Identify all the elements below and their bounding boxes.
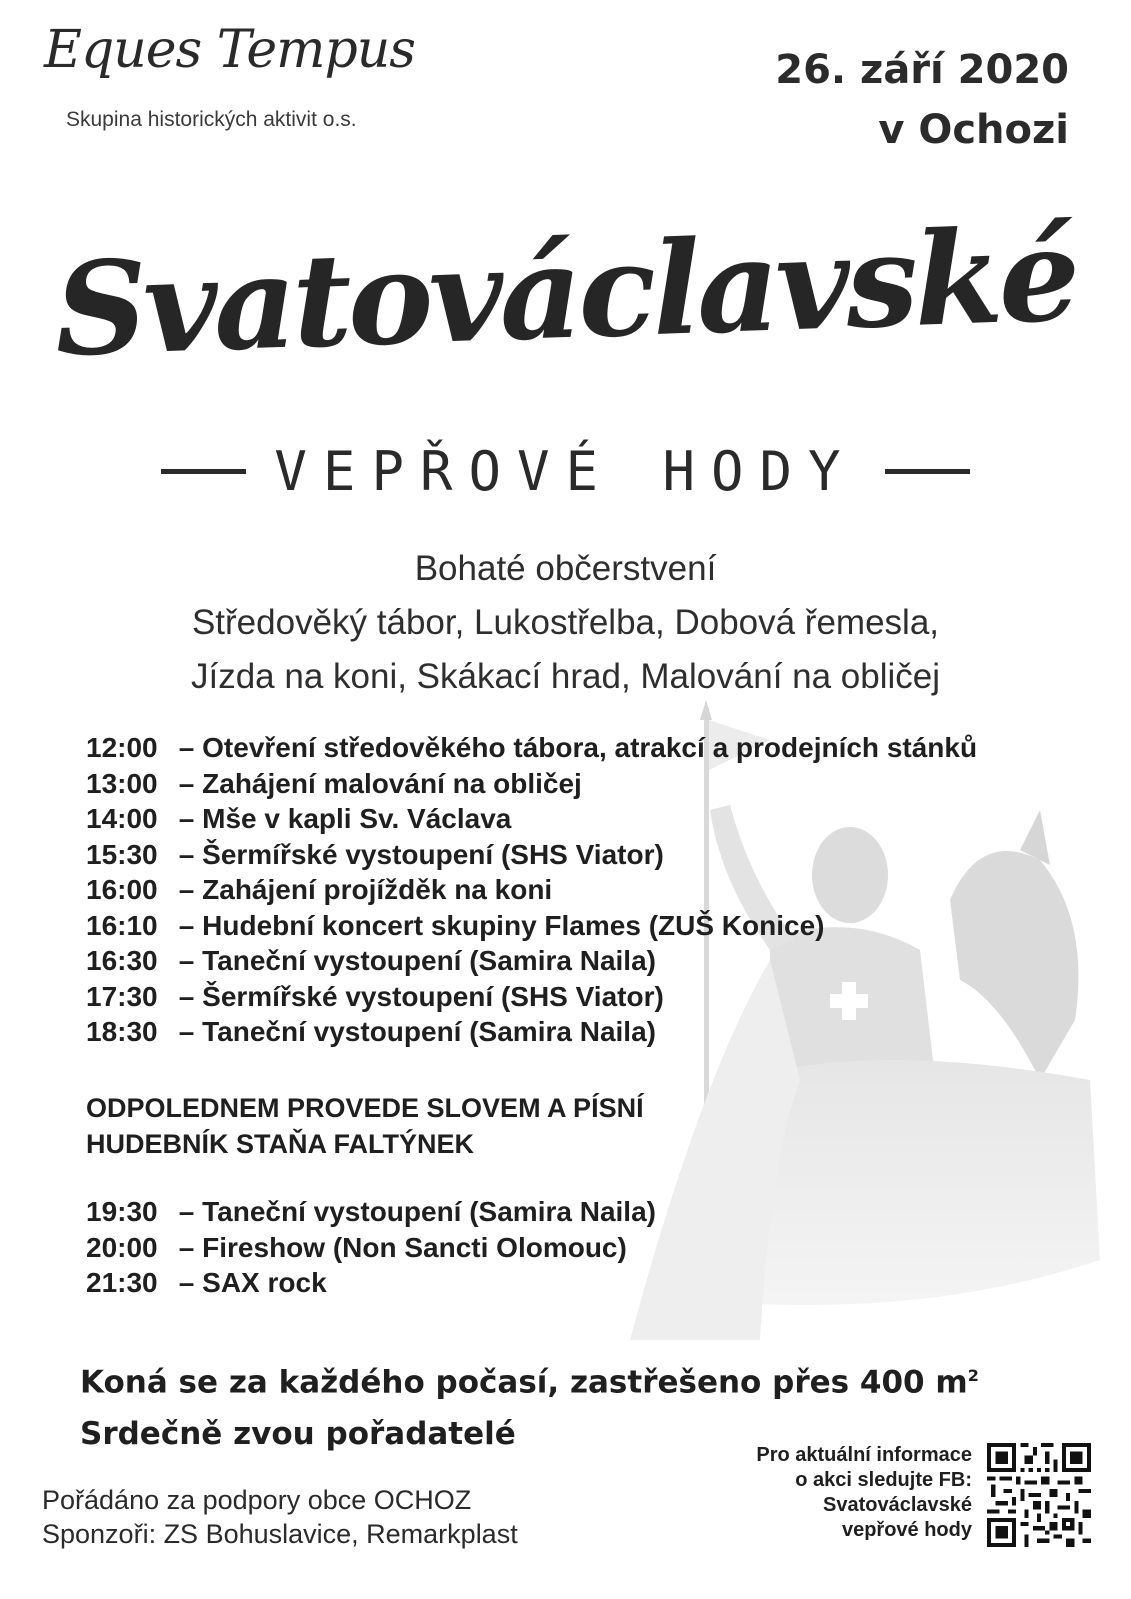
support-line: Pořádáno za podpory obce OCHOZ bbox=[42, 1485, 472, 1515]
fb-line: Svatováclavské bbox=[822, 1494, 972, 1516]
schedule-item bbox=[86, 730, 977, 766]
divider-left bbox=[161, 469, 246, 474]
schedule-separator: – bbox=[171, 767, 203, 799]
fb-line: vepřové hody bbox=[841, 1519, 972, 1541]
schedule-event: Taneční vystoupení (Samira Naila) bbox=[202, 1016, 656, 1047]
schedule-time: 17:30 bbox=[86, 980, 158, 1012]
event-date bbox=[775, 40, 1069, 160]
schedule-event: Šermířské vystoupení (SHS Viator) bbox=[202, 980, 664, 1012]
fb-line: Pro aktuální informace bbox=[756, 1444, 972, 1466]
divider-right bbox=[885, 469, 970, 474]
schedule-time: 18:30 bbox=[86, 1016, 158, 1047]
schedule-item bbox=[86, 943, 977, 979]
weather-line bbox=[80, 1350, 979, 1408]
schedule-time: 14:00 bbox=[86, 803, 158, 834]
event-subtitle: VEPŘOVÉ HODY bbox=[274, 439, 857, 503]
organizers bbox=[42, 1483, 518, 1551]
date-line: 26. září 2020 bbox=[775, 47, 1069, 93]
schedule-separator: – bbox=[171, 838, 203, 870]
schedule-time: 12:00 bbox=[86, 732, 158, 763]
schedule-separator: – bbox=[171, 1016, 203, 1047]
schedule-time: 13:00 bbox=[86, 767, 158, 799]
schedule-separator: – bbox=[171, 945, 203, 976]
place-line: v Ochozi bbox=[878, 107, 1069, 153]
schedule-separator: – bbox=[171, 803, 203, 834]
event-title: Svatováclavské bbox=[52, 200, 1079, 386]
schedule-separator: – bbox=[171, 874, 203, 905]
schedule-item bbox=[86, 1014, 977, 1050]
schedule-item bbox=[86, 837, 977, 873]
logo-subtitle: Skupina historických aktivit o.s. bbox=[66, 108, 357, 131]
qr-code-icon[interactable] bbox=[987, 1443, 1091, 1547]
schedule-separator: – bbox=[171, 909, 203, 941]
schedule-item bbox=[86, 1230, 656, 1266]
feature-line: Bohaté občerstvení bbox=[414, 549, 717, 588]
schedule-event: SAX rock bbox=[202, 1267, 327, 1298]
fb-line: o akci sledujte FB: bbox=[795, 1469, 972, 1491]
features-list bbox=[0, 542, 1131, 704]
logo: Eques Tempus bbox=[44, 20, 415, 80]
sponsors-line: Sponzoři: ZS Bohuslavice, Remarkplast bbox=[42, 1519, 518, 1549]
schedule-event: Taneční vystoupení (Samira Naila) bbox=[202, 945, 656, 976]
schedule-item bbox=[86, 1265, 656, 1301]
event-subtitle-row bbox=[0, 436, 1131, 506]
announcement bbox=[86, 1090, 644, 1162]
schedule-item bbox=[86, 1194, 656, 1230]
schedule-time: 16:30 bbox=[86, 945, 158, 976]
schedule-event: Zahájení malování na obličej bbox=[202, 767, 582, 799]
schedule-time: 19:30 bbox=[86, 1196, 158, 1227]
schedule-separator: – bbox=[171, 1196, 203, 1227]
schedule-item bbox=[86, 908, 977, 944]
schedule-time: 20:00 bbox=[86, 1231, 158, 1263]
invitation-line: Srdečně zvou pořadatelé bbox=[80, 1416, 516, 1453]
schedule-time: 21:30 bbox=[86, 1267, 158, 1298]
schedule-separator: – bbox=[171, 1231, 203, 1263]
schedule-separator: – bbox=[171, 980, 203, 1012]
schedule-item bbox=[86, 801, 977, 837]
facebook-info bbox=[708, 1443, 972, 1543]
schedule-item bbox=[86, 766, 977, 802]
schedule-event: Mše v kapli Sv. Václava bbox=[202, 803, 512, 834]
schedule-event: Otevření středověkého tábora, atrakcí a prodejních stánků bbox=[202, 732, 978, 763]
schedule-separator: – bbox=[171, 1267, 203, 1298]
weather-text: Koná se za každého počasí, zastřešeno přes 400 m bbox=[80, 1364, 968, 1401]
schedule-item bbox=[86, 979, 977, 1015]
schedule-item bbox=[86, 872, 977, 908]
schedule-event: Taneční vystoupení (Samira Naila) bbox=[202, 1196, 656, 1227]
schedule-list bbox=[86, 730, 977, 1050]
schedule-time: 15:30 bbox=[86, 838, 158, 870]
schedule-list-evening bbox=[86, 1194, 656, 1301]
schedule-separator: – bbox=[171, 732, 203, 763]
schedule-time: 16:00 bbox=[86, 874, 158, 905]
schedule-time: 16:10 bbox=[86, 909, 158, 941]
announcement-line: ODPOLEDNEM PROVEDE SLOVEM A PÍSNÍ bbox=[86, 1093, 644, 1123]
announcement-line: HUDEBNÍK STAŇA FALTÝNEK bbox=[86, 1129, 474, 1159]
schedule-event: Zahájení projížděk na koni bbox=[202, 874, 553, 905]
schedule-event: Fireshow (Non Sancti Olomouc) bbox=[202, 1231, 627, 1263]
feature-line: Středověký tábor, Lukostřelba, Dobová řemesla, bbox=[191, 603, 940, 642]
feature-line: Jízda na koni, Skákací hrad, Malování na obličej bbox=[190, 657, 941, 696]
schedule-event: Hudební koncert skupiny Flames (ZUŠ Konice) bbox=[202, 909, 825, 941]
square-superscript: 2 bbox=[967, 1366, 979, 1385]
schedule-event: Šermířské vystoupení (SHS Viator) bbox=[202, 838, 664, 870]
